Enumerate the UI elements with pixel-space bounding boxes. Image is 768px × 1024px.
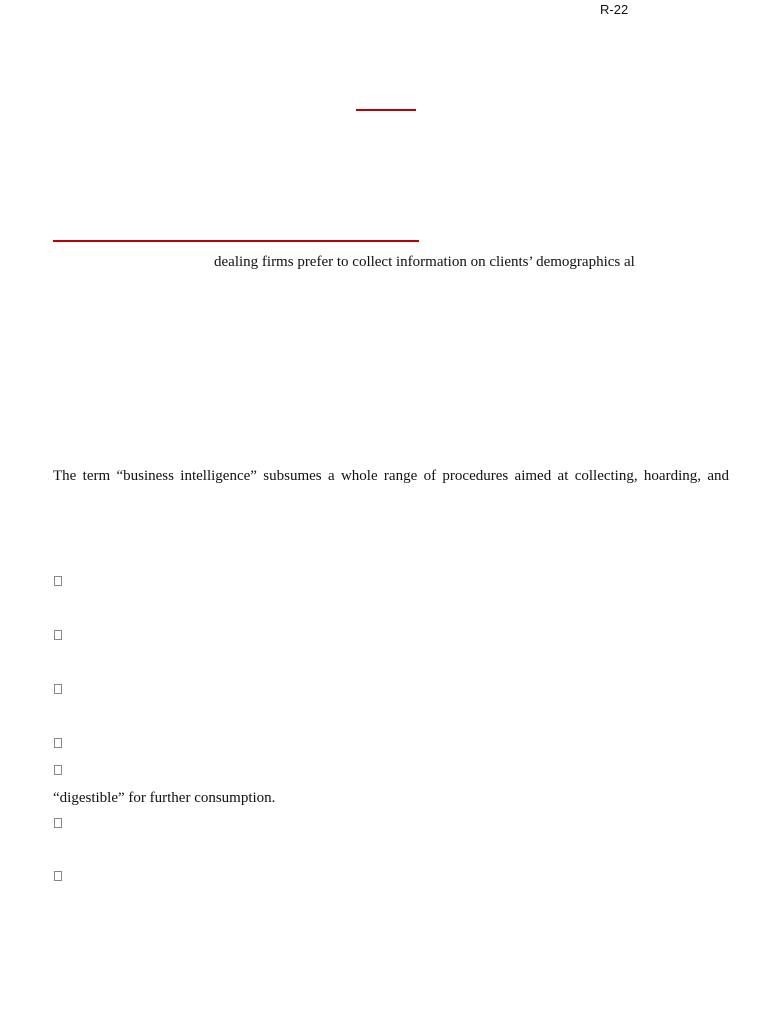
red-rule-short <box>356 109 416 111</box>
red-rule-long <box>53 240 419 242</box>
missing-glyph-box-icon <box>54 765 62 775</box>
missing-glyph-box-icon <box>54 576 62 586</box>
page-number: R-22 <box>600 2 629 17</box>
missing-glyph-box-icon <box>54 871 62 881</box>
missing-glyph-box-icon <box>54 684 62 694</box>
missing-glyph-box-icon <box>54 818 62 828</box>
paragraph-line-business-intelligence: The term “business intelligence” subsumes a whole range of procedures aimed at collecting, hoarding, and <box>53 468 729 484</box>
paragraph-line-digestible: “digestible” for further consumption. <box>53 790 276 806</box>
missing-glyph-box-icon <box>54 630 62 640</box>
missing-glyph-box-icon <box>54 738 62 748</box>
paragraph-line-dealing: dealing firms prefer to collect information on clients’ demographics al <box>214 254 635 270</box>
